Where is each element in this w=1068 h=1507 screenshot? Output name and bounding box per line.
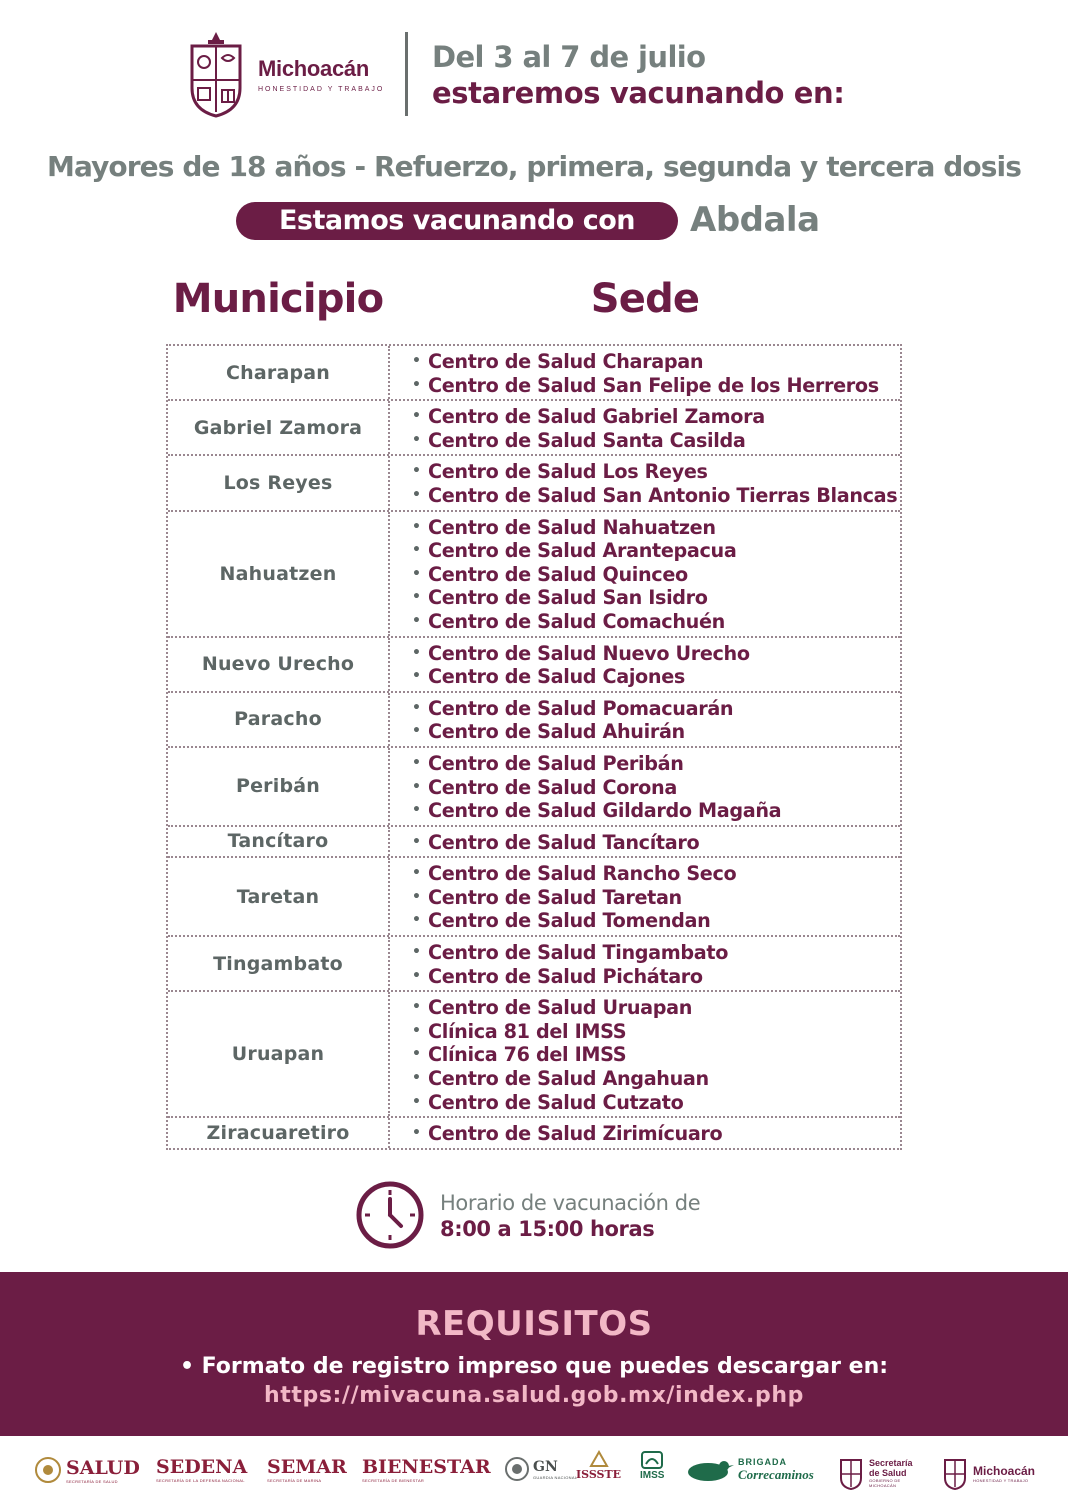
semar-sub: SECRETARÍA DE MARINA bbox=[267, 1478, 322, 1483]
sede-item: • Centro de Salud San Felipe de los Herreros bbox=[412, 374, 900, 398]
logo-brigada-correcaminos bbox=[684, 1456, 814, 1484]
sede-cell bbox=[390, 1118, 900, 1148]
sede-item: • Centro de Salud Quinceo bbox=[412, 563, 900, 587]
secretaria-salud-sub: GOBIERNO DE MICHOACÁN bbox=[869, 1478, 901, 1488]
brand bbox=[258, 56, 384, 93]
gn-seal-icon bbox=[504, 1456, 530, 1482]
sede-item: • Centro de Salud Comachuén bbox=[412, 610, 900, 634]
municipio-cell: Tingambato bbox=[168, 937, 390, 990]
municipio-cell: Peribán bbox=[168, 748, 390, 825]
michoacan-footer-label: Michoacán bbox=[973, 1463, 1036, 1478]
logo-guardia-nacional bbox=[504, 1456, 577, 1482]
sede-item: • Centro de Salud San Antonio Tierras Blancas bbox=[412, 484, 900, 508]
column-header-sede: Sede bbox=[590, 276, 700, 322]
requirements-item: • Formato de registro impreso que puedes descargar en: bbox=[179, 1354, 889, 1379]
bienestar-sub: SECRETARÍA DE BIENESTAR bbox=[362, 1478, 425, 1483]
sede-cell bbox=[390, 748, 900, 825]
sede-item: • Centro de Salud Cutzato bbox=[412, 1091, 900, 1115]
imss-label: IMSS bbox=[640, 1470, 665, 1481]
sede-item: • Centro de Salud Gildardo Magaña bbox=[412, 799, 900, 823]
logo-bienestar bbox=[362, 1456, 491, 1483]
municipio-cell: Paracho bbox=[168, 693, 390, 746]
logo-semar bbox=[267, 1456, 347, 1483]
sede-cell bbox=[390, 693, 900, 746]
salud-label: SALUD bbox=[66, 1456, 140, 1479]
municipio-cell: Nahuatzen bbox=[168, 512, 390, 636]
michoacan-footer-sub: HONESTIDAD Y TRABAJO bbox=[973, 1477, 1029, 1483]
sede-item: • Centro de Salud Santa Casilda bbox=[412, 429, 900, 453]
municipio-cell: Uruapan bbox=[168, 992, 390, 1116]
sede-item: • Centro de Salud Tancítaro bbox=[412, 831, 900, 855]
dates-line: Del 3 al 7 de julio bbox=[432, 40, 706, 74]
table-row bbox=[168, 346, 900, 399]
sede-item: • Centro de Salud Pomacuarán bbox=[412, 697, 900, 721]
issste-emblem-icon bbox=[589, 1450, 609, 1468]
header bbox=[0, 0, 1068, 140]
footer-logos bbox=[0, 1448, 1068, 1498]
secretaria-salud-crest-icon bbox=[838, 1456, 864, 1490]
table-row bbox=[168, 825, 900, 857]
brigada-label: BRIGADA bbox=[738, 1457, 787, 1467]
sede-item: • Centro de Salud Rancho Seco bbox=[412, 862, 900, 886]
secretaria-salud-label: Secretaría de Salud bbox=[869, 1458, 913, 1478]
municipio-cell: Ziracuaretiro bbox=[168, 1118, 390, 1148]
table-row bbox=[168, 935, 900, 990]
municipio-cell: Charapan bbox=[168, 346, 390, 399]
logo-michoacan bbox=[942, 1456, 1035, 1490]
table-row bbox=[168, 454, 900, 509]
gn-label: GN bbox=[533, 1458, 558, 1475]
correcaminos-bird-icon bbox=[684, 1456, 734, 1484]
sede-item: • Centro de Salud Zirimícuaro bbox=[412, 1122, 900, 1146]
vaccine-pill: Estamos vacunando con bbox=[236, 202, 678, 240]
bienestar-label: BIENESTAR bbox=[362, 1456, 491, 1478]
municipio-cell: Tancítaro bbox=[168, 827, 390, 857]
sede-item: • Centro de Salud Cajones bbox=[412, 665, 900, 689]
vaccination-sites-table bbox=[166, 344, 902, 1150]
correcaminos-label: Correcaminos bbox=[738, 1467, 814, 1482]
sede-item: • Centro de Salud Peribán bbox=[412, 752, 900, 776]
municipio-cell: Taretan bbox=[168, 858, 390, 935]
headline: estaremos vacunando en: bbox=[432, 76, 845, 110]
sedena-sub: SECRETARÍA DE LA DEFENSA NACIONAL bbox=[156, 1478, 245, 1483]
michoacan-crest-icon bbox=[186, 30, 246, 118]
date-block bbox=[432, 40, 845, 110]
table-row bbox=[168, 510, 900, 636]
municipio-cell: Nuevo Urecho bbox=[168, 638, 390, 691]
table-row bbox=[168, 636, 900, 691]
gn-sub: GUARDIA NACIONAL bbox=[533, 1474, 578, 1480]
sede-item: • Centro de Salud Tingambato bbox=[412, 941, 900, 965]
table-row bbox=[168, 746, 900, 825]
vaccine-name: Abdala bbox=[690, 200, 820, 240]
column-header-municipio: Municipio bbox=[172, 276, 384, 322]
logo-sedena bbox=[156, 1456, 247, 1483]
sede-item: • Centro de Salud Nuevo Urecho bbox=[412, 642, 900, 666]
logo-salud bbox=[34, 1456, 140, 1484]
sede-item: • Centro de Salud San Isidro bbox=[412, 586, 900, 610]
sede-cell bbox=[390, 512, 900, 636]
table-row bbox=[168, 990, 900, 1116]
sede-item: • Centro de Salud Arantepacua bbox=[412, 539, 900, 563]
state-name: Michoacán bbox=[258, 56, 369, 81]
sede-item: • Centro de Salud Charapan bbox=[412, 350, 900, 374]
sede-item: • Clínica 81 del IMSS bbox=[412, 1020, 900, 1044]
sede-cell bbox=[390, 456, 900, 509]
sede-item: • Centro de Salud Taretan bbox=[412, 886, 900, 910]
sede-cell bbox=[390, 346, 900, 399]
sede-item: • Centro de Salud Ahuirán bbox=[412, 720, 900, 744]
issste-label: ISSSTE bbox=[576, 1468, 622, 1481]
table-row bbox=[168, 1116, 900, 1148]
schedule-label: Horario de vacunación de bbox=[440, 1191, 701, 1215]
schedule-hours: 8:00 a 15:00 horas bbox=[440, 1217, 655, 1241]
sede-item: • Centro de Salud Nahuatzen bbox=[412, 516, 900, 540]
logo-issste bbox=[576, 1450, 621, 1481]
table-row bbox=[168, 691, 900, 746]
requirements-banner bbox=[0, 1272, 1068, 1436]
sede-item: • Centro de Salud Los Reyes bbox=[412, 460, 900, 484]
logo-imss bbox=[640, 1450, 664, 1481]
salud-sub: SECRETARÍA DE SALUD bbox=[66, 1478, 118, 1484]
sede-item: • Centro de Salud Corona bbox=[412, 776, 900, 800]
sede-item: • Clínica 76 del IMSS bbox=[412, 1043, 900, 1067]
requirements-title: REQUISITOS bbox=[415, 1304, 653, 1344]
state-motto: HONESTIDAD Y TRABAJO bbox=[258, 86, 385, 93]
sede-item: • Centro de Salud Tomendan bbox=[412, 909, 900, 933]
municipio-cell: Los Reyes bbox=[168, 456, 390, 509]
imss-eagle-icon bbox=[640, 1450, 664, 1470]
table-row bbox=[168, 856, 900, 935]
audience-subtitle: Mayores de 18 años - Refuerzo, primera, segunda y tercera dosis bbox=[46, 150, 1021, 183]
clock-icon bbox=[355, 1180, 425, 1250]
sede-cell bbox=[390, 401, 900, 454]
sede-item: • Centro de Salud Pichátaro bbox=[412, 965, 900, 989]
michoacan-crest-small-icon bbox=[942, 1456, 968, 1490]
logo-secretaria-salud bbox=[838, 1456, 925, 1490]
sede-item: • Centro de Salud Uruapan bbox=[412, 996, 900, 1020]
registration-url[interactable]: https://mivacuna.salud.gob.mx/index.php bbox=[264, 1383, 804, 1408]
sede-item: • Centro de Salud Gabriel Zamora bbox=[412, 405, 900, 429]
sede-cell bbox=[390, 992, 900, 1116]
header-divider bbox=[405, 32, 408, 116]
sede-cell bbox=[390, 858, 900, 935]
mexico-eagle-icon bbox=[34, 1456, 62, 1484]
sedena-label: SEDENA bbox=[156, 1456, 248, 1478]
sede-cell bbox=[390, 827, 900, 857]
semar-label: SEMAR bbox=[267, 1456, 347, 1478]
sede-cell bbox=[390, 937, 900, 990]
sede-cell bbox=[390, 638, 900, 691]
table-row bbox=[168, 399, 900, 454]
schedule bbox=[440, 1191, 700, 1241]
municipio-cell: Gabriel Zamora bbox=[168, 401, 390, 454]
sede-item: • Centro de Salud Angahuan bbox=[412, 1067, 900, 1091]
